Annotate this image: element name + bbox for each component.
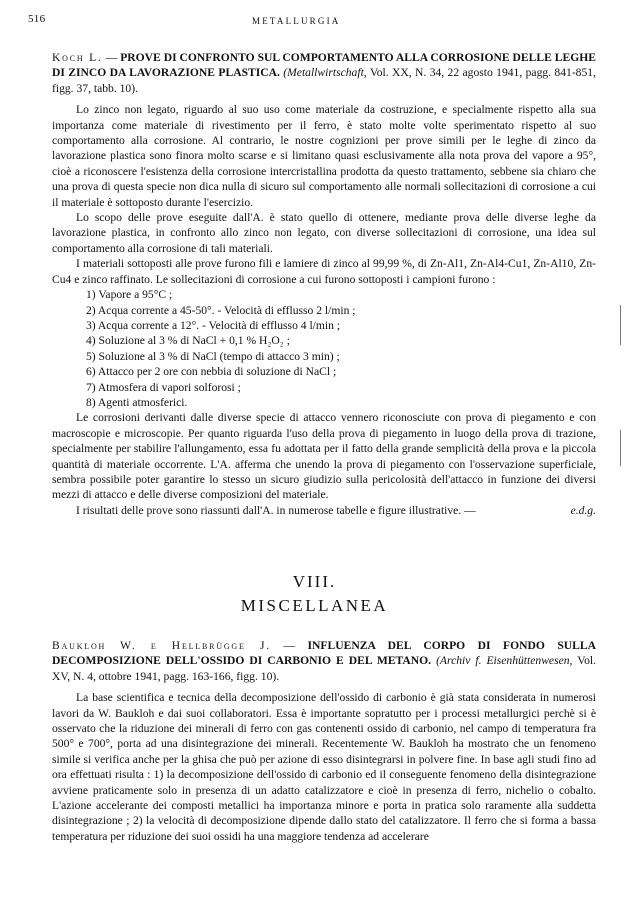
paragraph-text: I risultati delle prove sono riassunti dall'A. in numerose tabelle e figure illustrative. — [76,503,476,517]
list-item: 1) Vapore a 95°C ; [86,288,173,302]
article-heading [52,50,596,96]
list-item: 2) Acqua corrente a 45-50°. - Velocità di efflusso 2 l/min ; [86,303,356,317]
paragraph: Lo zinco non legato, riguardo al suo uso come materiale da costruzione, e specialmente rispetto alla sua importanza come materiale di rivestimento per il ferro, è stato molte volte sperimentato rispetto al suo comportamento alla corrosione. Al contrario, le nostre cognizioni per prove simili per le leghe di zinco da lavorazione plastica sono finora molto scarse e si limitano quasi esclusivamente alla nota prova del vapore a 95°, cioè a riconoscere l'esistenza della corrosione intercristallina prodotta da questo trattamento, sebbene sia chiaro che una prova di questa specie non dica nulla di sicuro sul comportamento alle normali sollecitazioni di corrosione a cui il materiale è sottoposto durante l'esercizio. [52,103,596,209]
list-item: 4) Soluzione al 3 % di NaCl + 0,1 % H₂O₂ ; [86,334,290,348]
margin-mark [620,430,621,466]
article-title: INFLUENZA DEL CORPO DI FONDO SULLA DECOMPOSIZIONE DELL'OSSIDO DI CARBONIO E DEL METANO. [52,639,597,668]
paragraph: Le corrosioni derivanti dalle diverse specie di attacco vennero riconosciute con prova di piegamento e con macroscopie e microscopie. Per quanto riguarda l'uso della prova di piegamento in luogo della prova di trazione, specialmente per stabilire l'allungamento, essa fu adottata per il fatto della grande semplicità della prova e la piccola quantità di materiale occorrente. L'A. afferma che unendo la prova di piegamento con l'osservazione superficiale, sembra possibile poter garantire lo stesso un sicuro giudizio sulla pericolosità dell'attacco in funzione dei diversi mezzi di attacco e delle diverse composizioni del materiale. [52,411,596,502]
article-source-journal: (Archiv f. Eisenhüttenwesen, [436,654,573,668]
article-heading [52,638,596,684]
corrosion-test-list [52,287,596,410]
section-number: VIII. [292,572,337,591]
list-item: 5) Soluzione al 3 % di NaCl (tempo di attacco 3 min) ; [86,349,340,363]
article-baukloh [52,638,596,844]
section-title: MISCELLANEA [240,596,389,615]
article-author: Koch L. [52,51,103,64]
paragraph: I materiali sottoposti alle prove furono fili e lamiere di zinco al 99,99 %, di Zn-Al1, Zn-Al4-Cu1, Zn-Al10, Zn-Cu4 e zinco raffinato. Le sollecitazioni di corrosione a cui furono sottoposti i campioni furono : [52,257,596,286]
list-item: 7) Atmosfera di vapori solforosi ; [86,380,241,394]
paragraph: Lo scopo delle prove eseguite dall'A. è stato quello di ottenere, mediante prova delle diverse leghe da lavorazione plastica, in confronto allo zinco non legato, con diverse sollecitazioni di corrosione, una idea sul comportamento alla corrosione di tali materiali. [52,211,596,255]
paragraph: La base scientifica e tecnica della decomposizione dell'ossido di carbonio è già stata considerata in numerosi lavori da W. Baukloh e dai suoi collaboratori. Essa è importante sopratutto per i processi metallurgici perchè si è osservato che la riduzione dei minerali di ferro con gas contenenti ossido di carbonio, nel campo di temperatura fra 500° e 700°, porta ad una disintegrazione dei minerali. Recentemente W. Baukloh ha mostrato che un fenomeno simile si verifica anche per la ghisa che può per azione di esso disintegrarsi in polvere fine. In base agli studi fino ad ora effettuati risulta : 1) la decomposizione dell'ossido di carbonio ed il conseguente fenomeno della disintegrazione avviene praticamente solo in presenza di un adatto catalizzatore e cioè in presenza di ferro, nichelio o cobalto. L'azione accelerante dei composti metallici ha importanza minore e porta in pratica solo raramente alla suddetta disintegrazione ; 2) la velocità di decomposizione dipende dallo stato del catalizzatore. Il ferro che si forma a bassa temperatura per riduzione dei suoi ossidi ha una maggiore tendenza ad accelerare [52,691,596,843]
article-source-journal: (Metallwirtschaft, [283,66,367,80]
margin-mark [620,305,621,345]
paragraph-final [52,503,596,518]
page-number: 516 [28,13,46,25]
article-authors: Baukloh W. e Hellbrügge J. [52,639,271,652]
reviewer-signature: e.d.g. [570,503,596,517]
article-title: PROVE DI CONFRONTO SUL COMPORTAMENTO ALLA CORROSIONE DELLE LEGHE DI ZINCO DA LAVORAZIONE PLASTICA. [52,51,597,80]
heading-dash: — [270,639,308,652]
list-item: 3) Acqua corrente a 12°. - Velocità di efflusso 4 l/min ; [86,318,341,332]
article-source-details: Vol. XX, N. 34, 22 agosto 1941, pagg. 841-851, figg. 37, tabb. 10). [52,66,596,95]
list-item: 6) Attacco per 2 ore con nebbia di soluzione di NaCl ; [86,365,337,379]
article-source-details: Vol. XV, N. 4, ottobre 1941, pagg. 163-166, figg. 10). [52,654,596,683]
heading-dash: — [102,51,121,64]
running-head: METALLURGIA [252,16,341,26]
list-item: 8) Agenti atmosferici. [86,395,188,409]
article-koch [52,50,596,518]
